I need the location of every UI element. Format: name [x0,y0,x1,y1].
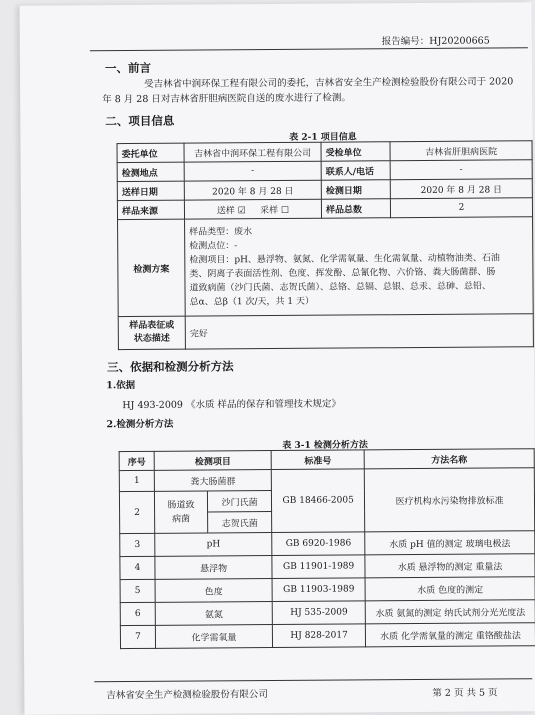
row-method: 医疗机构水污染物排放标准 [364,468,534,532]
section-title-project-info: 二、项目信息 [105,113,175,129]
row-std: GB 18466-2005 [271,469,364,533]
location-value: - [184,161,321,181]
header-item: 检测项目 [154,451,271,471]
send-date-value: 2020 年 8 月 28 日 [184,180,321,200]
row-item: 粪大肠菌群 [154,470,271,492]
report-number: 报告编号：HJ20200665 [381,35,490,48]
row-no: 3 [120,533,155,556]
client-value: 吉林省中润环保工程有限公司 [184,142,321,162]
row-no: 5 [120,579,155,602]
header-no: 序号 [119,451,154,470]
row-subitem: 志贺氏菌 [208,512,272,533]
table-row [120,623,535,649]
table-row [118,217,534,317]
table-row [120,577,535,603]
row-no: 1 [119,470,154,491]
contact-label: 联系人/电话 [321,161,390,180]
section-title-preface: 一、前言 [104,60,152,76]
row-item: 氨氮 [155,602,272,626]
row-method: 水质 化学需氧量的测定 重铬酸盐法 [366,623,535,647]
methods-table [119,448,535,649]
row-std: HJ 535-2009 [272,601,365,625]
row-no: 7 [120,625,155,648]
table-row [118,314,533,350]
row-method: 水质 色度的测定 [365,577,535,601]
row-item-group: 肠道致 病菌 [154,491,207,533]
contact-value: - [390,160,532,180]
state-label: 样品表征或 状态描述 [118,316,185,349]
source-option-sample: 采样 [260,205,279,216]
plan-line: 样品类型：废水 [189,227,253,238]
table-row [120,600,535,626]
test-date-value: 2020 年 8 月 28 日 [390,179,532,199]
row-item: 化学需氧量 [155,625,272,649]
row-item: pH [155,533,272,557]
subsection-basis: 1.依据 [106,379,136,392]
table-2-1-caption: 表 2-1 项目信息 [289,132,357,143]
inspected-label: 受检单位 [321,142,390,161]
source-options [184,199,321,219]
table-row [120,531,535,557]
plan-line: 道致病菌（沙门氏菌、志贺氏菌）、总铬、总镉、总银、总汞、总砷、总铅、 [189,281,492,294]
plan-value [185,217,534,316]
empty-box-icon: ☐ [280,205,290,216]
source-option-send: 送样 [216,205,235,216]
row-std: HJ 828-2017 [273,624,366,648]
row-no: 4 [120,556,155,579]
row-method: 水质 氨氮的测定 纳氏试剂分光光度法 [365,600,535,624]
row-std: GB 11903-1989 [272,578,365,602]
row-std: GB 11901-1989 [272,555,365,579]
source-label: 样品来源 [117,200,184,219]
state-value: 完好 [185,314,533,349]
location-label: 检测地点 [117,162,184,181]
footer-company: 吉林省安全生产检测检验股份有限公司 [106,689,268,702]
preface-line-1: 受吉林省中润环保工程有限公司的委托，吉林省安全生产检测检验股份有限公司于 2020 [144,76,514,90]
report-page [20,2,535,715]
plan-label: 检测方案 [118,219,186,316]
plan-line: 类、阴离子表面活性剂、色度、挥发酚、总氰化物、六价铬、粪大肠菌群、肠 [189,267,496,280]
row-subitem: 沙门氏菌 [207,491,271,512]
test-date-label: 检测日期 [321,180,390,199]
preface-line-2: 年 8 月 28 日对吉林省肝胆病医院自送的废水进行了检测。 [102,92,351,106]
row-method: 水质 悬浮物的测定 重量法 [365,554,535,578]
total-value: 2 [390,198,532,218]
header-method: 方法名称 [364,449,534,469]
row-item: 悬浮物 [155,556,272,580]
row-std: GB 6920-1986 [272,532,365,556]
checked-box-icon: ☑ [237,205,246,216]
table-row [119,468,534,492]
footer-page-number: 第 2 页 共 5 页 [432,687,498,699]
inspected-value: 吉林省肝胆病医院 [390,141,532,161]
section-title-methods: 三、依据和检测分析方法 [107,359,234,375]
row-no: 2 [119,491,154,533]
plan-line: 检测项目：pH、悬浮物、氨氮、化学需氧量、生化需氧量、动植物油类、石油 [189,253,500,266]
row-item: 色度 [155,579,272,603]
subsection-methods: 2.检测分析方法 [106,418,174,431]
send-date-label: 送样日期 [117,181,184,200]
total-label: 样品总数 [321,199,390,218]
row-no: 6 [120,602,155,625]
header-std: 标准号 [271,450,364,470]
client-label: 委托单位 [117,143,184,162]
project-info-table [116,140,533,350]
table-3-1-caption: 表 3-1 检测分析方法 [282,440,368,451]
header-rule [90,47,528,51]
table-row [120,554,535,580]
row-method: 水质 pH 值的测定 玻璃电极法 [365,531,535,555]
plan-line: 检测点位：- [189,241,238,252]
basis-text: HJ 493-2009 《水质 样品的保存和管理技术规定》 [122,398,342,412]
footer-rule [94,678,532,682]
plan-line: 总α、总β（1 次/天，共 1 天） [189,296,314,308]
